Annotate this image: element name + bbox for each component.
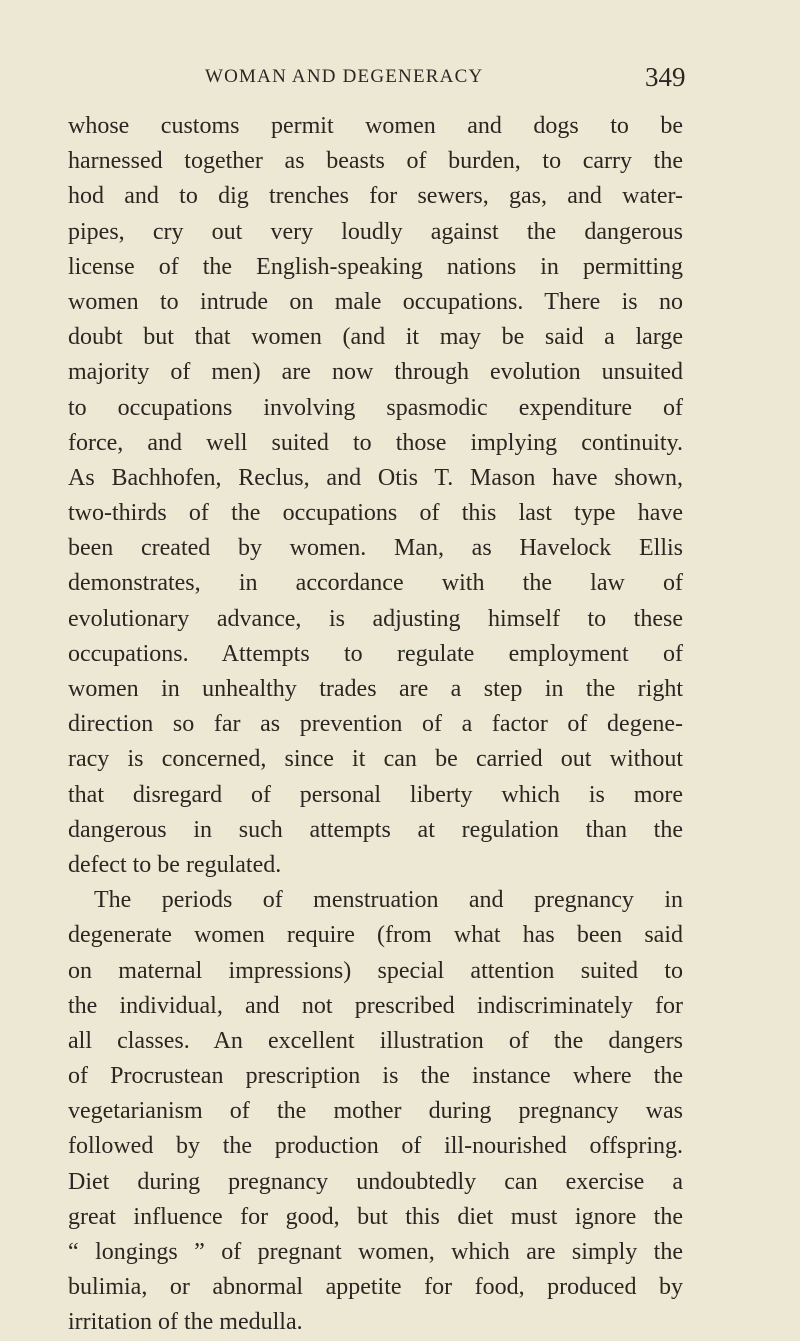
- text-line: majority of men) are now through evolution unsuited: [68, 359, 683, 386]
- text-line: As Bachhofen, Reclus, and Otis T. Mason have shown,: [68, 464, 683, 491]
- text-line: bulimia, or abnormal appetite for food, produced by: [68, 1274, 683, 1301]
- text-line: of Procrustean prescription is the instance where the: [68, 1063, 683, 1090]
- text-line: whose customs permit women and dogs to be: [68, 113, 683, 139]
- page-header: [0, 62, 800, 98]
- text-line: occupations. Attempts to regulate employment of: [68, 640, 683, 667]
- text-line: women in unhealthy trades are a step in the right: [68, 676, 683, 702]
- text-line: racy is concerned, since it can be carried out without: [68, 746, 683, 773]
- text-line: license of the English-speaking nations in permitting: [68, 253, 683, 280]
- text-line: women to intrude on male occupations. There is no: [68, 288, 683, 315]
- text-line: that disregard of personal liberty which is more: [68, 781, 683, 808]
- text-line: evolutionary advance, is adjusting himself to these: [68, 605, 683, 632]
- page-number: 349: [645, 62, 686, 92]
- text-line: two-thirds of the occupations of this last type have: [68, 500, 683, 527]
- text-line: irritation of the medulla.: [68, 1309, 303, 1336]
- text-line: Diet during pregnancy undoubtedly can exercise a: [68, 1168, 683, 1195]
- text-line: harnessed together as beasts of burden, to carry the: [68, 148, 683, 175]
- text-line: “ longings ” of pregnant women, which are simply the: [68, 1239, 683, 1265]
- text-line: defect to be regulated.: [68, 851, 282, 878]
- text-line: pipes, cry out very loudly against the dangerous: [68, 218, 683, 245]
- text-line: degenerate women require (from what has been said: [68, 922, 683, 949]
- text-line: on maternal impressions) special attention suited to: [68, 957, 683, 984]
- text-line: all classes. An excellent illustration of the dangers: [68, 1027, 683, 1054]
- text-line: direction so far as prevention of a factor of degene-: [68, 711, 683, 738]
- text-line: The periods of menstruation and pregnancy in: [94, 887, 683, 914]
- text-line: followed by the production of ill-nourished offspring.: [68, 1133, 683, 1160]
- text-line: to occupations involving spasmodic expenditure of: [68, 394, 683, 421]
- text-line: vegetarianism of the mother during pregnancy was: [68, 1098, 683, 1125]
- text-line: doubt but that women (and it may be said a large: [68, 324, 683, 351]
- text-line: force, and well suited to those implying continuity.: [68, 429, 683, 456]
- text-line: great influence for good, but this diet must ignore the: [68, 1203, 683, 1230]
- text-line: dangerous in such attempts at regulation than the: [68, 816, 683, 843]
- text-line: demonstrates, in accordance with the law of: [68, 570, 683, 597]
- text-line: the individual, and not prescribed indiscriminately for: [68, 992, 683, 1019]
- text-line: hod and to dig trenches for sewers, gas, and water-: [68, 183, 683, 210]
- text-line: been created by women. Man, as Havelock Ellis: [68, 535, 683, 562]
- body-text: [68, 109, 683, 1341]
- running-title: WOMAN AND DEGENERACY: [205, 66, 484, 87]
